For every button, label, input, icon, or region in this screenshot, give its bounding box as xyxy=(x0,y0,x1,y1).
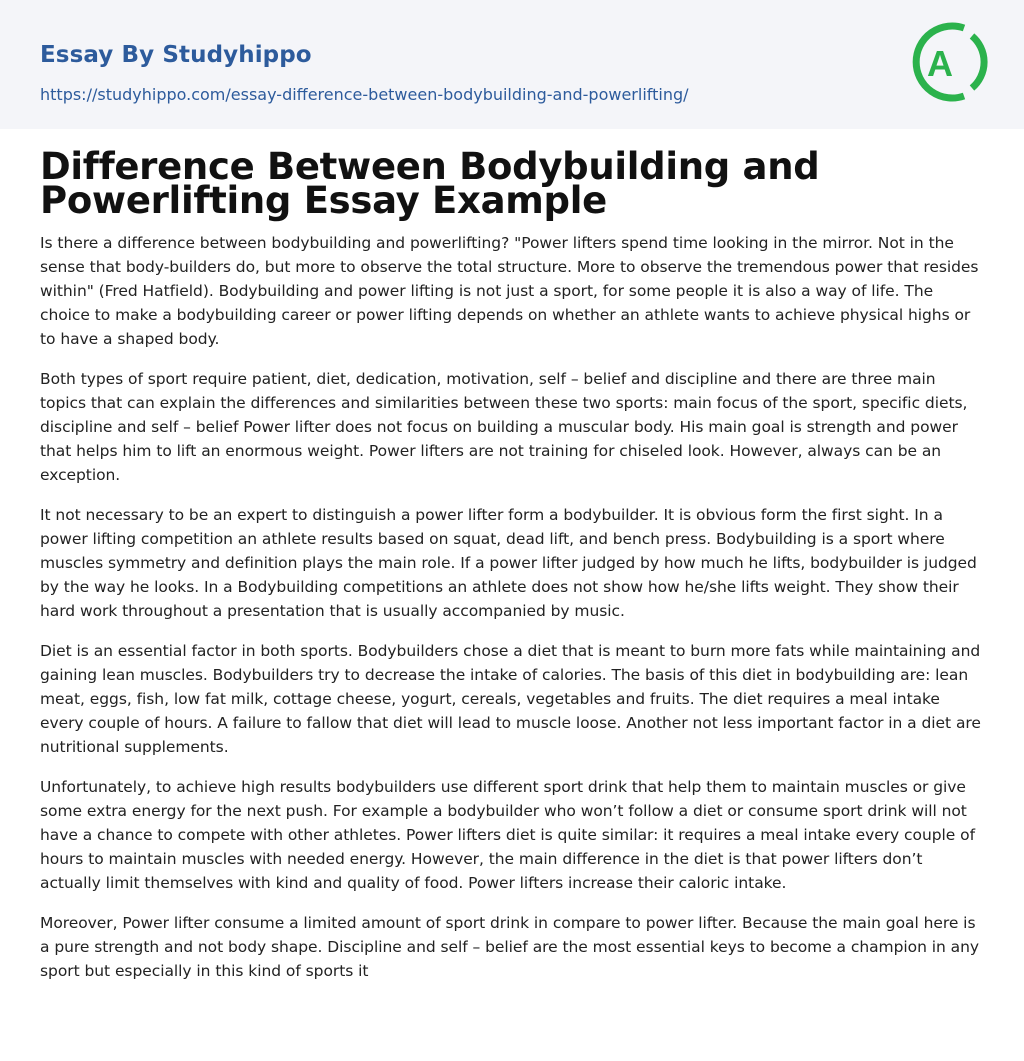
studyhippo-logo[interactable] xyxy=(912,18,988,106)
page-url-link[interactable]: https://studyhippo.com/essay-difference-between-bodybuilding-and-powerlifting/ xyxy=(40,85,689,104)
logo-ring-right xyxy=(972,36,984,88)
article-paragraph: Diet is an essential factor in both sports. Bodybuilders chose a diet that is meant to burn more fats while maintaining and gaining lean muscles. Bodybuilders try to decrease the intake of calories. The basis of this diet in bodybuilding are: lean meat, eggs, fish, low fat milk, cottage cheese, yogurt, cereals, vegetables and fruits. The diet requires a meal intake every couple of hours. A failure to fallow that diet will lead to muscle loose. Another not less important factor in a diet are nutritional supplements. xyxy=(40,642,981,756)
article-paragraph: Is there a difference between bodybuilding and powerlifting? "Power lifters spend time looking in the mirror. Not in the sense that body-builders do, but more to observe the total structure. More to observe the tremendous power that resides within" (Fred Hatfield). Bodybuilding and power lifting is not just a sport, for some people it is also a way of life. The choice to make a bodybuilding career or power lifting depends on whether an athlete wants to achieve physical highs or to have a shaped body. xyxy=(40,234,979,348)
article-paragraph: Unfortunately, to achieve high results bodybuilders use different sport drink that help them to maintain muscles or give some extra energy for the next push. For example a bodybuilder who won’t follow a diet or consume sport drink will not have a chance to compete with other athletes. Power lifters diet is quite similar: it requires a meal intake every couple of hours to maintain muscles with needed energy. However, the main difference in the diet is that power lifters don’t actually limit themselves with kind and quality of food. Power lifters increase their caloric intake. xyxy=(40,778,975,892)
article-paragraph: Moreover, Power lifter consume a limited amount of sport drink in compare to power lifter. Because the main goal here is a pure strength and not body shape. Discipline and self – belief are the most essential keys to become a champion in any sport but especially in this kind of sports it xyxy=(40,914,979,980)
article xyxy=(40,145,986,999)
page-header xyxy=(0,0,1024,129)
site-title: Essay By Studyhippo xyxy=(40,42,312,68)
logo-letter: A xyxy=(927,43,953,84)
article-paragraph: Both types of sport require patient, diet, dedication, motivation, self – belief and discipline and there are three main topics that can explain the differences and similarities between these two sports: main focus of the sport, specific diets, discipline and self – belief Power lifter does not focus on building a muscular body. His main goal is strength and power that helps him to lift an enormous weight. Power lifters are not training for chiseled look. However, always can be an exception. xyxy=(40,370,968,484)
article-paragraph: It not necessary to be an expert to distinguish a power lifter form a bodybuilder. It is obvious form the first sight. In a power lifting competition an athlete results based on squat, dead lift, and bench press. Bodybuilding is a sport where muscles symmetry and definition plays the main role. If a power lifter judged by how much he lifts, bodybuilder is judged by the way he looks. In a Bodybuilding competitions an athlete does not show how he/she lifts weight. They show their hard work throughout a presentation that is usually accompanied by music. xyxy=(40,506,977,620)
article-title: Difference Between Bodybuilding and Powerlifting Essay Example xyxy=(40,145,820,222)
